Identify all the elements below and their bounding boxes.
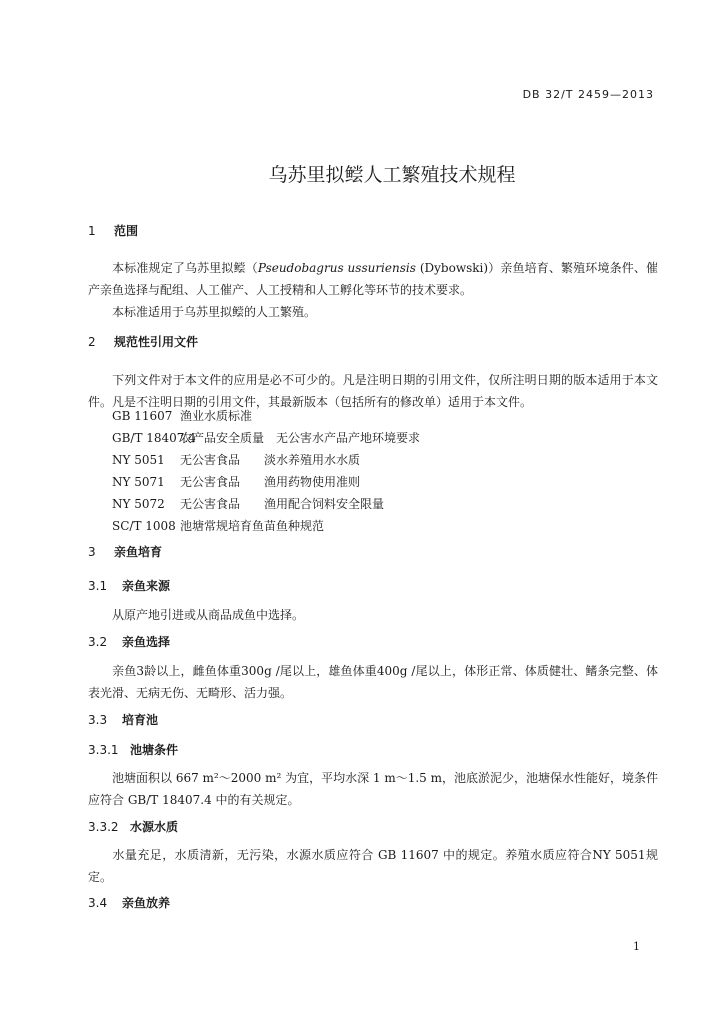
section-title: 培育池 (122, 713, 159, 727)
section-number: 3.3.1 (88, 743, 119, 757)
text-part: 下列文件对于本文件的应用是必不可少的。凡是注明日期的引用文件，仅所注明日期的版本适用于本文件。凡是不注明日期的引用文件，其最新版本（包括所有的修改单）适用于本文件。 (88, 373, 658, 409)
reference-name: 无公害食品 渔用药物使用准则 (180, 475, 361, 489)
section-title: 亲鱼放养 (122, 896, 171, 910)
section-number: 2 (88, 335, 96, 349)
text-part: 从原产地引进或从商品成鱼中选择。 (112, 608, 305, 622)
section-title: 水源水质 (130, 820, 179, 834)
section-3-4-heading (88, 894, 170, 911)
reference-item (112, 405, 252, 427)
reference-code: NY 5051 (112, 453, 165, 467)
text-part: 本标准规定了乌苏里拟鲿（ (112, 261, 258, 275)
section-3-3-1-heading (88, 741, 178, 758)
text-part: 亲鱼3龄以上，雌鱼体重300g /尾以上，雄鱼体重400g /尾以上，体形正常、体质健壮、鳍条完整、体表光滑、无病无伤、无畸形、活力强。 (88, 664, 658, 700)
section-title: 亲鱼培育 (114, 545, 163, 559)
reference-name: 农产品安全质量 无公害水产品产地环境要求 (180, 431, 421, 445)
section-1-paragraph-2 (88, 301, 658, 323)
reference-item (112, 493, 384, 515)
section-number: 3.1 (88, 579, 108, 593)
section-3-3-1-paragraph (88, 767, 658, 811)
text-part: 池塘面积以 667 m²～2000 m² 为宜，平均水深 1 m～1.5 m，池底淤泥少，池塘保水性能好，境条件应符合 GB/T 18407.4 中的有关规定。 (88, 771, 659, 807)
section-3-1-paragraph (88, 604, 658, 626)
reference-name: 池塘常规培育鱼苗鱼种规范 (180, 519, 325, 533)
reference-code: NY 5072 (112, 497, 165, 511)
page-number: 1 (633, 940, 640, 953)
text-part: (Dybowski)）亲鱼培育、繁殖环境条件、催产亲鱼选择与配组、人工催产、人工授精和人工孵化等环节的技术要求。 (88, 261, 658, 297)
reference-name: 无公害食品 淡水养殖用水水质 (180, 453, 361, 467)
section-number: 1 (88, 224, 96, 238)
text-part: 水量充足，水质清新，无污染，水源水质应符合 GB 11607 中的规定。养殖水质应符合NY 5051规定。 (88, 848, 658, 884)
section-number: 3.3.2 (88, 820, 119, 834)
document-title: 乌苏里拟鲿人工繁殖技术规程 (268, 164, 516, 186)
reference-code: GB/T 18407.4 (112, 431, 196, 445)
section-number: 3.2 (88, 635, 108, 649)
reference-name: 渔业水质标准 (180, 409, 253, 423)
section-3-1-heading (88, 577, 170, 594)
reference-item (112, 449, 360, 471)
section-title: 规范性引用文件 (114, 335, 199, 349)
section-title: 亲鱼选择 (122, 635, 171, 649)
section-3-2-heading (88, 633, 170, 650)
reference-code: SC/T 1008 (112, 519, 176, 533)
section-title: 池塘条件 (130, 743, 179, 757)
section-3-3-2-paragraph (88, 844, 658, 888)
section-3-heading (88, 543, 162, 560)
reference-code: GB 11607 (112, 409, 173, 423)
reference-item (112, 515, 324, 537)
reference-code: NY 5071 (112, 475, 165, 489)
section-1-heading (88, 222, 138, 239)
section-number: 3.4 (88, 896, 108, 910)
section-2-heading (88, 333, 198, 350)
section-title: 范围 (114, 224, 139, 238)
reference-item (112, 427, 420, 449)
reference-name: 无公害食品 渔用配合饲料安全限量 (180, 497, 385, 511)
latin-name: Pseudobagrus ussuriensis (257, 261, 416, 275)
section-number: 3 (88, 545, 96, 559)
text-part: 本标准适用于乌苏里拟鲿的人工繁殖。 (112, 305, 317, 319)
standard-number: DB 32/T 2459—2013 (522, 88, 654, 101)
section-1-paragraph-1 (88, 257, 658, 301)
reference-item (112, 471, 360, 493)
section-number: 3.3 (88, 713, 108, 727)
section-3-2-paragraph (88, 660, 658, 704)
section-3-3-2-heading (88, 818, 178, 835)
section-3-3-heading (88, 711, 158, 728)
section-title: 亲鱼来源 (122, 579, 171, 593)
